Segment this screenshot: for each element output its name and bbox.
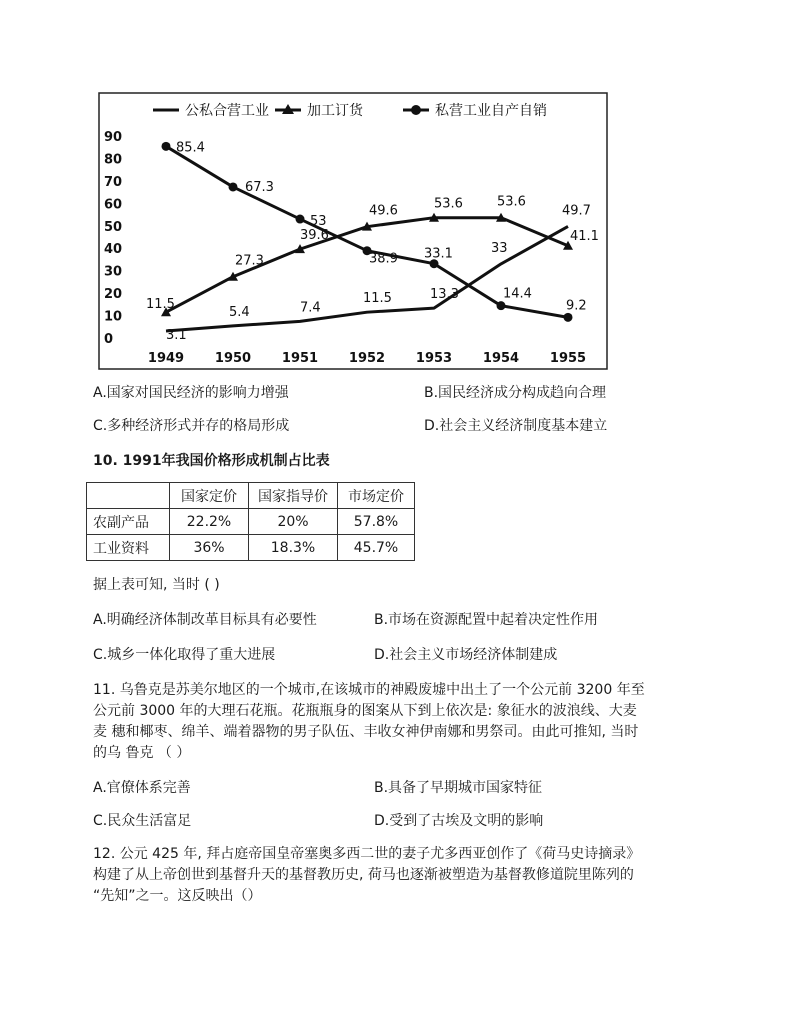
data-label: 13.3 [430, 287, 459, 303]
x-tick-label: 1951 [281, 351, 319, 366]
y-tick-label: 60 [104, 197, 123, 213]
q10-stem: 据上表可知, 当时 ( ) [93, 577, 220, 593]
data-label: 9.2 [566, 298, 587, 314]
data-label: 53.6 [434, 196, 463, 212]
table-header-cell: 市场定价 [338, 483, 415, 509]
data-label: 53 [310, 214, 327, 230]
y-tick-label: 20 [104, 287, 123, 303]
y-tick-label: 80 [104, 152, 123, 168]
x-tick-label: 1954 [482, 351, 520, 366]
q12-stem-line: “先知”之一。这反映出（） [93, 888, 262, 904]
table-cell: 18.3% [249, 535, 338, 561]
y-tick-label: 90 [104, 130, 123, 145]
x-tick-label: 1953 [415, 351, 453, 366]
q10-option-c[interactable]: C.城乡一体化取得了重大进展 [93, 647, 276, 663]
price-table [86, 482, 415, 561]
y-tick-label: 50 [104, 219, 123, 235]
q12-stem-line: 构建了从上帝创世到基督升天的基督教历史, 荷马也逐渐被塑造为基督教修道院里陈列的 [93, 867, 634, 883]
data-label: 85.4 [176, 140, 205, 156]
q10-option-a[interactable]: A.明确经济体制改革目标具有必要性 [93, 612, 317, 628]
data-point-circle [229, 182, 238, 191]
table-cell: 36% [170, 535, 249, 561]
q9-option-b[interactable]: B.国民经济成分构成趋向合理 [424, 385, 607, 401]
data-label: 33.1 [424, 246, 453, 262]
table-row [87, 509, 415, 535]
data-point-circle [162, 142, 171, 151]
table-header-row [87, 483, 415, 509]
data-label: 38.9 [369, 251, 398, 267]
data-label: 3.1 [166, 328, 187, 344]
data-label: 5.4 [229, 304, 250, 320]
data-label: 11.5 [363, 291, 392, 307]
legend-label: 加工订货 [307, 103, 363, 119]
table-header-cell: 国家定价 [170, 483, 249, 509]
q11-stem-line: 11. 乌鲁克是苏美尔地区的一个城市,在该城市的神殿废墟中出土了一个公元前 3200 年至 [93, 682, 645, 698]
q10-option-b[interactable]: B.市场在资源配置中起着决定性作用 [374, 612, 599, 628]
table-header-cell [87, 483, 170, 509]
data-label: 14.4 [503, 286, 532, 302]
q11-option-a[interactable]: A.官僚体系完善 [93, 780, 191, 796]
y-tick-label: 10 [104, 309, 123, 325]
y-tick-label: 0 [104, 332, 114, 347]
q9-option-a[interactable]: A.国家对国民经济的影响力增强 [93, 385, 289, 401]
data-label: 49.6 [369, 203, 398, 219]
line-chart [98, 92, 608, 370]
data-label: 49.7 [562, 203, 591, 219]
y-tick-label: 30 [104, 264, 123, 280]
q11-stem-line: 公元前 3000 年的大理石花瓶。花瓶瓶身的图案从下到上依次是: 象征水的波浪线、大麦 [93, 703, 637, 719]
q9-option-c[interactable]: C.多种经济形式并存的格局形成 [93, 418, 290, 434]
q9-option-d[interactable]: D.社会主义经济制度基本建立 [424, 418, 608, 434]
q11-stem-line: 麦 穗和椰枣、绵羊、端着器物的男子队伍、丰收女神伊南娜和男祭司。由此可推知, 当时 [93, 724, 639, 740]
table-row [87, 535, 415, 561]
x-tick-label: 1955 [549, 351, 587, 366]
q10-title: 10. 1991年我国价格形成机制占比表 [93, 453, 330, 469]
table-cell: 20% [249, 509, 338, 535]
q11-stem-line: 的乌 鲁克 （ ） [93, 745, 191, 761]
table-cell: 57.8% [338, 509, 415, 535]
legend-label: 公私合营工业 [185, 103, 269, 119]
x-tick-label: 1949 [147, 351, 185, 366]
data-label: 41.1 [570, 228, 599, 244]
table-cell: 45.7% [338, 535, 415, 561]
data-label: 39.6 [300, 228, 329, 244]
data-label: 53.6 [497, 194, 526, 210]
data-point-circle [564, 313, 573, 322]
y-tick-label: 70 [104, 174, 123, 190]
data-point-circle [497, 301, 506, 310]
table-cell: 工业资料 [87, 535, 170, 561]
table-header-cell: 国家指导价 [249, 483, 338, 509]
table-cell: 22.2% [170, 509, 249, 535]
q10-option-d[interactable]: D.社会主义市场经济体制建成 [374, 647, 558, 663]
x-tick-label: 1950 [214, 351, 252, 366]
y-tick-label: 40 [104, 242, 123, 258]
data-label: 11.5 [146, 297, 175, 313]
data-point-circle [296, 215, 305, 224]
q11-option-c[interactable]: C.民众生活富足 [93, 813, 192, 829]
data-label: 33 [491, 240, 508, 256]
q11-option-b[interactable]: B.具备了早期城市国家特征 [374, 780, 543, 796]
q12-stem-line: 12. 公元 425 年, 拜占庭帝国皇帝塞奥多西二世的妻子尤多西亚创作了《荷马史诗摘录》 [93, 846, 641, 862]
table-cell: 农副产品 [87, 509, 170, 535]
legend-circle-marker [411, 105, 421, 115]
legend-label: 私营工业自产自销 [435, 103, 547, 119]
x-tick-label: 1952 [348, 351, 386, 366]
q11-option-d[interactable]: D.受到了古埃及文明的影响 [374, 813, 544, 829]
data-label: 27.3 [235, 253, 264, 269]
data-label: 7.4 [300, 300, 321, 316]
data-label: 67.3 [245, 179, 274, 195]
